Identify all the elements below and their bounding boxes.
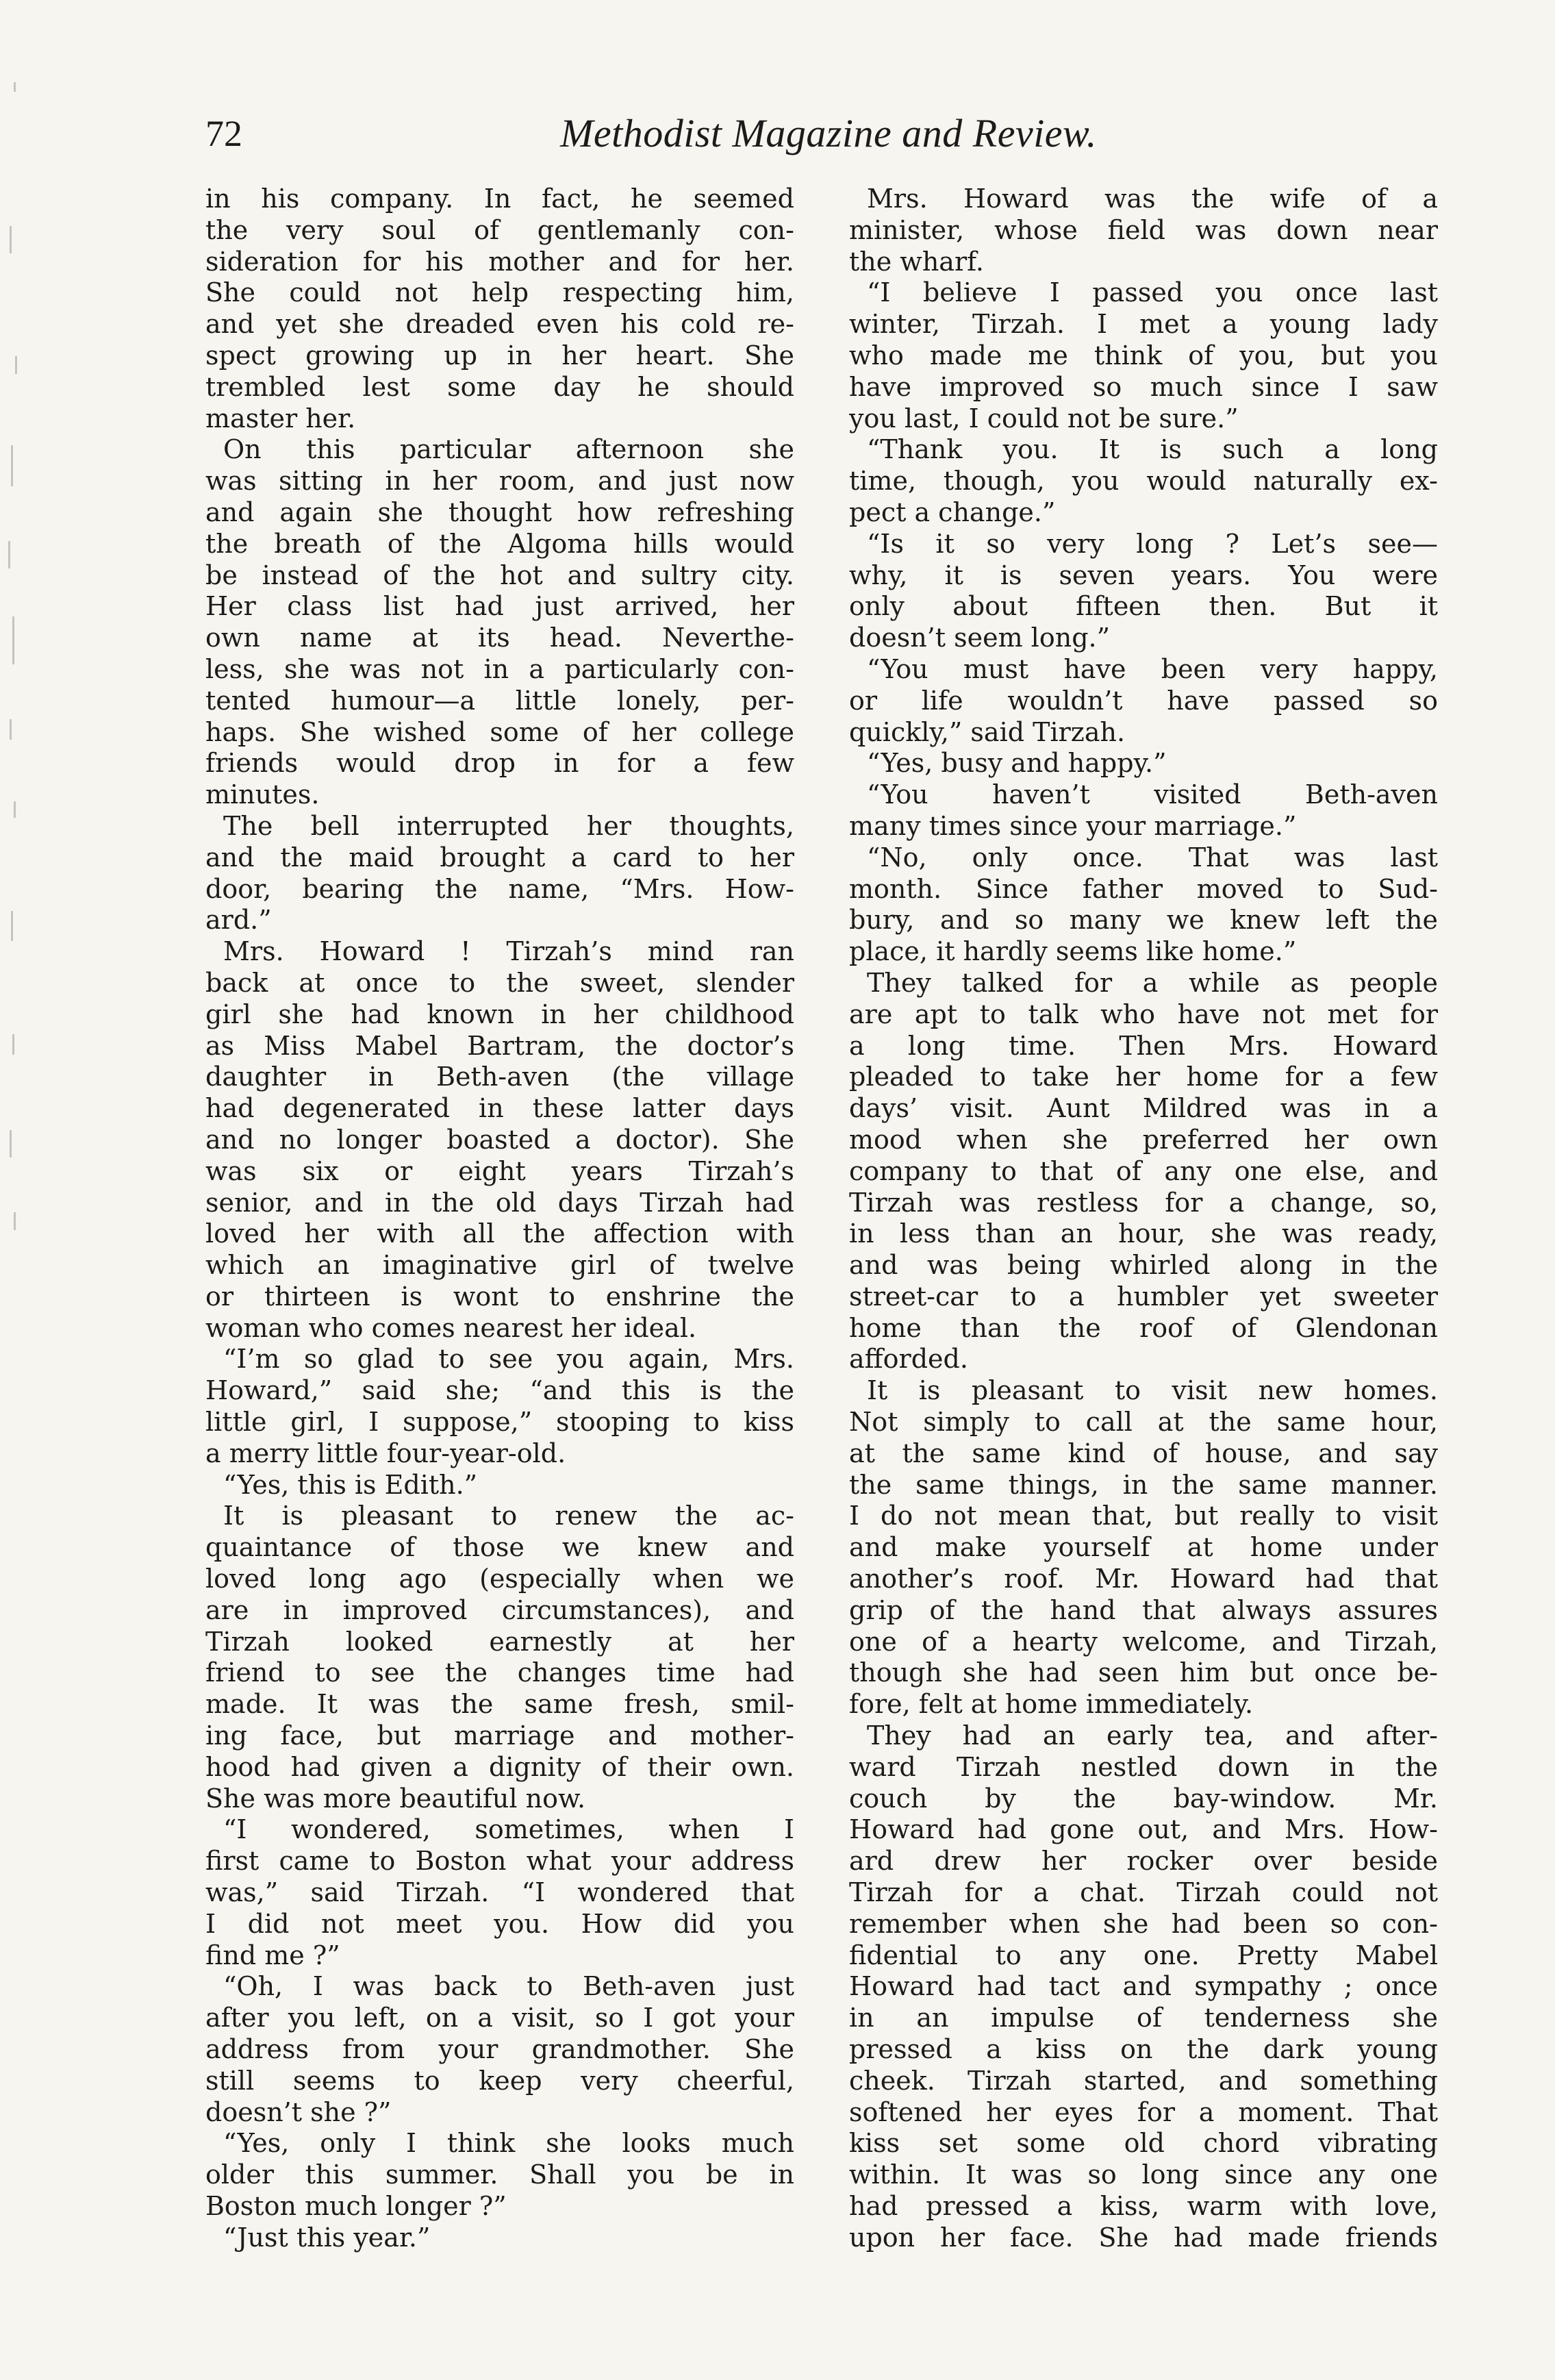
- text-line: friends would drop in for a few: [205, 748, 794, 779]
- text-line: cheek. Tirzah started, and something: [849, 2065, 1438, 2096]
- text-line: and the maid brought a card to her: [205, 842, 794, 873]
- text-line: time, though, you would naturally ex-: [849, 466, 1438, 497]
- text-line: sideration for his mother and for her.: [205, 246, 794, 277]
- text-line: or thirteen is wont to enshrine the: [205, 1281, 794, 1312]
- text-line: Howard,” said she; “and this is the: [205, 1375, 794, 1406]
- text-line: It is pleasant to visit new homes.: [867, 1375, 1438, 1406]
- text-line: are in improved circumstances), and: [205, 1594, 794, 1625]
- text-line: kiss set some old chord vibrating: [849, 2128, 1438, 2159]
- text-line: only about fifteen then. But it: [849, 591, 1438, 622]
- text-line: girl she had known in her childhood: [205, 999, 794, 1029]
- text-line: minister, whose field was down near: [849, 214, 1438, 245]
- text-line: in less than an hour, she was ready,: [849, 1218, 1438, 1249]
- text-line: grip of the hand that always assures: [849, 1594, 1438, 1625]
- text-line: a long time. Then Mrs. Howard: [849, 1030, 1438, 1061]
- text-line: upon her face. She had made friends: [849, 2222, 1438, 2253]
- text-line: door, bearing the name, “Mrs. How-: [205, 873, 794, 904]
- text-line: within. It was so long since any one: [849, 2159, 1438, 2190]
- text-line: It is pleasant to renew the ac-: [223, 1501, 794, 1531]
- text-line: still seems to keep very cheerful,: [205, 2065, 794, 2096]
- text-line: company to that of any one else, and: [849, 1155, 1438, 1186]
- text-line: “Yes, this is Edith.”: [223, 1469, 478, 1500]
- text-line: spect growing up in her heart. She: [205, 340, 794, 371]
- text-line: “Thank you. It is such a long: [867, 434, 1438, 465]
- running-title: Methodist Magazine and Review.: [560, 111, 1097, 155]
- text-line: or life wouldn’t have passed so: [849, 685, 1438, 716]
- text-line: couch by the bay-window. Mr.: [849, 1783, 1438, 1814]
- text-line: the very soul of gentlemanly con-: [205, 214, 794, 245]
- text-line: and again she thought how refreshing: [205, 497, 794, 527]
- text-line: and make yourself at home under: [849, 1532, 1438, 1563]
- text-line: and no longer boasted a doctor). She: [205, 1124, 794, 1155]
- page-header: [205, 103, 1452, 164]
- text-line: Mrs. Howard was the wife of a: [867, 184, 1438, 214]
- text-line: Her class list had just arrived, her: [205, 591, 794, 622]
- text-line: master her.: [205, 403, 356, 434]
- text-column-right: [849, 184, 1438, 2254]
- text-line: doesn’t she ?”: [205, 2096, 392, 2127]
- text-line: winter, Tirzah. I met a young lady: [849, 309, 1438, 340]
- text-line: pleaded to take her home for a few: [849, 1062, 1438, 1092]
- text-line: ard drew her rocker over beside: [849, 1846, 1438, 1877]
- text-line: ing face, but marriage and mother-: [205, 1720, 794, 1751]
- text-line: Tirzah for a chat. Tirzah could not: [849, 1877, 1438, 1908]
- text-line: a merry little four-year-old.: [205, 1438, 566, 1468]
- text-line: loved her with all the affection with: [205, 1218, 794, 1249]
- text-line: I did not meet you. How did you: [205, 1908, 794, 1939]
- text-line: place, it hardly seems like home.”: [849, 936, 1297, 967]
- text-line: in his company. In fact, he seemed: [205, 184, 794, 214]
- text-line: I do not mean that, but really to visit: [849, 1501, 1438, 1531]
- text-line: as Miss Mabel Bartram, the doctor’s: [205, 1030, 794, 1061]
- text-line: home than the roof of Glendonan: [849, 1312, 1438, 1343]
- text-line: “You haven’t visited Beth-aven: [867, 779, 1438, 810]
- text-line: They had an early tea, and after-: [867, 1720, 1438, 1751]
- text-line: senior, and in the old days Tirzah had: [205, 1187, 794, 1218]
- text-line: pressed a kiss on the dark young: [849, 2034, 1438, 2065]
- text-line: fore, felt at home immediately.: [849, 1689, 1254, 1720]
- text-line: was,” said Tirzah. “I wondered that: [205, 1877, 794, 1908]
- text-line: the same things, in the same manner.: [849, 1469, 1438, 1500]
- text-line: woman who comes nearest her ideal.: [205, 1312, 697, 1343]
- text-line: hood had given a dignity of their own.: [205, 1751, 794, 1782]
- text-line: tented humour—a little lonely, per-: [205, 685, 794, 716]
- text-line: and was being whirled along in the: [849, 1250, 1438, 1281]
- text-line: The bell interrupted her thoughts,: [223, 810, 794, 841]
- text-line: fidential to any one. Pretty Mabel: [849, 1940, 1438, 1970]
- text-line: be instead of the hot and sultry city.: [205, 560, 794, 590]
- page-number: 72: [205, 113, 242, 154]
- text-line: another’s roof. Mr. Howard had that: [849, 1564, 1438, 1594]
- text-line: the wharf.: [849, 246, 984, 277]
- text-line: “No, only once. That was last: [867, 842, 1438, 873]
- text-line: “Is it so very long ? Let’s see—: [867, 528, 1438, 559]
- text-line: “Oh, I was back to Beth-aven just: [223, 1971, 794, 2002]
- text-line: mood when she preferred her own: [849, 1124, 1438, 1155]
- text-line: “Yes, busy and happy.”: [867, 748, 1167, 779]
- text-line: first came to Boston what your address: [205, 1846, 794, 1877]
- text-line: Tirzah was restless for a change, so,: [849, 1187, 1438, 1218]
- text-line: Boston much longer ?”: [205, 2191, 507, 2221]
- text-line: On this particular afternoon she: [223, 434, 794, 465]
- text-line: She could not help respecting him,: [205, 277, 794, 308]
- text-line: “I’m so glad to see you again, Mrs.: [223, 1344, 794, 1375]
- text-line: many times since your marriage.”: [849, 810, 1297, 841]
- text-line: less, she was not in a particularly con-: [205, 653, 794, 684]
- text-line: loved long ago (especially when we: [205, 1564, 794, 1594]
- text-line: own name at its head. Neverthe-: [205, 623, 794, 653]
- text-line: why, it is seven years. You were: [849, 560, 1438, 590]
- text-line: little girl, I suppose,” stooping to kiss: [205, 1407, 794, 1438]
- text-line: minutes.: [205, 779, 320, 810]
- text-line: quaintance of those we knew and: [205, 1532, 794, 1563]
- text-line: Not simply to call at the same hour,: [849, 1407, 1438, 1438]
- text-line: haps. She wished some of her college: [205, 716, 794, 747]
- text-line: Tirzah looked earnestly at her: [205, 1626, 794, 1657]
- text-line: afforded.: [849, 1344, 968, 1375]
- text-line: back at once to the sweet, slender: [205, 967, 794, 998]
- text-line: find me ?”: [205, 1940, 340, 1970]
- text-line: ward Tirzah nestled down in the: [849, 1751, 1438, 1782]
- text-line: trembled lest some day he should: [205, 371, 794, 402]
- text-line: you last, I could not be sure.”: [849, 403, 1239, 434]
- text-line: have improved so much since I saw: [849, 371, 1438, 402]
- text-line: daughter in Beth-aven (the village: [205, 1062, 794, 1092]
- text-line: was six or eight years Tirzah’s: [205, 1155, 794, 1186]
- text-line: days’ visit. Aunt Mildred was in a: [849, 1093, 1438, 1124]
- text-line: made. It was the same fresh, smil-: [205, 1689, 794, 1720]
- text-line: Mrs. Howard ! Tirzah’s mind ran: [223, 936, 794, 967]
- text-line: who made me think of you, but you: [849, 340, 1438, 371]
- text-line: older this summer. Shall you be in: [205, 2159, 794, 2190]
- text-line: though she had seen him but once be-: [849, 1657, 1438, 1688]
- text-line: friend to see the changes time had: [205, 1657, 794, 1688]
- text-line: bury, and so many we knew left the: [849, 905, 1438, 936]
- text-line: She was more beautiful now.: [205, 1783, 586, 1814]
- text-line: one of a hearty welcome, and Tirzah,: [849, 1626, 1438, 1657]
- text-line: was sitting in her room, and just now: [205, 466, 794, 497]
- text-line: quickly,” said Tirzah.: [849, 716, 1126, 747]
- scan-edge-marks: [0, 0, 62, 2380]
- text-line: which an imaginative girl of twelve: [205, 1250, 794, 1281]
- text-line: address from your grandmother. She: [205, 2034, 794, 2065]
- text-line: and yet she dreaded even his cold re-: [205, 309, 794, 340]
- text-line: had degenerated in these latter days: [205, 1093, 794, 1124]
- text-line: They talked for a while as people: [867, 967, 1438, 998]
- text-line: had pressed a kiss, warm with love,: [849, 2191, 1438, 2221]
- text-line: remember when she had been so con-: [849, 1908, 1438, 1939]
- text-line: month. Since father moved to Sud-: [849, 873, 1438, 904]
- text-line: street-car to a humbler yet sweeter: [849, 1281, 1438, 1312]
- text-line: “I wondered, sometimes, when I: [223, 1814, 794, 1845]
- text-line: in an impulse of tenderness she: [849, 2003, 1438, 2033]
- text-line: “You must have been very happy,: [867, 653, 1438, 684]
- text-line: “Just this year.”: [223, 2222, 431, 2253]
- text-line: the breath of the Algoma hills would: [205, 528, 794, 559]
- text-line: doesn’t seem long.”: [849, 623, 1111, 653]
- text-line: ard.”: [205, 905, 272, 936]
- text-line: pect a change.”: [849, 497, 1056, 527]
- text-line: “Yes, only I think she looks much: [223, 2128, 794, 2159]
- text-line: “I believe I passed you once last: [867, 277, 1438, 308]
- text-line: Howard had gone out, and Mrs. How-: [849, 1814, 1438, 1845]
- text-line: after you left, on a visit, so I got your: [205, 2003, 794, 2033]
- text-line: softened her eyes for a moment. That: [849, 2096, 1438, 2127]
- text-line: Howard had tact and sympathy ; once: [849, 1971, 1438, 2002]
- text-line: at the same kind of house, and say: [849, 1438, 1438, 1468]
- text-line: are apt to talk who have not met for: [849, 999, 1438, 1029]
- text-column-left: [205, 184, 794, 2254]
